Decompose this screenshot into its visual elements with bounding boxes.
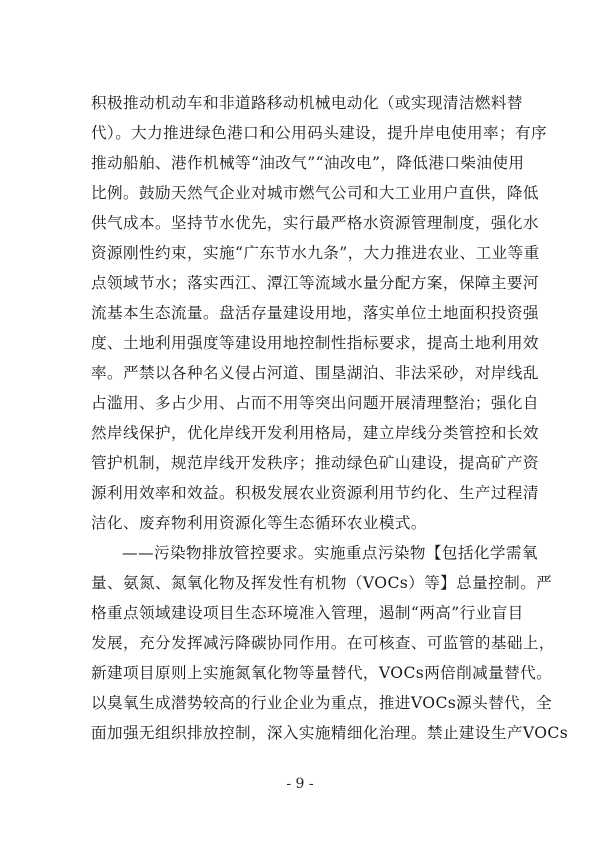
text-line: 源利用效率和效益。积极发展农业资源利用节约化、生产过程清 (91, 484, 539, 502)
text-line: 供气成本。坚持节水优先，实行最严格水资源管理制度，强化水 (91, 214, 539, 232)
text-line: 度、土地利用强度等建设用地控制性指标要求，提高土地利用效 (91, 334, 539, 352)
text-line: 积极推动机动车和非道路移动机械电动化（或实现清洁燃料替 (91, 94, 523, 112)
text-line: 新建项目原则上实施氮氧化物等量替代，VOCs两倍削减量替代。 (91, 664, 553, 682)
text-line: 然岸线保护，优化岸线开发利用格局，建立岸线分类管控和长效 (91, 424, 539, 442)
text-line: 推动船舶、港作机械等“油改气”“油改电”，降低港口柴油使用 (91, 154, 525, 172)
text-line: 资源刚性约束，实施“广东节水九条”，大力推进农业、工业等重 (91, 244, 540, 262)
text-line: 格重点领域建设项目生态环境准入管理，遏制“两高”行业盲目 (91, 604, 524, 622)
text-line: ——污染物排放管控要求。实施重点污染物【包括化学需氧 (122, 544, 538, 562)
text-line: 以臭氧生成潜势较高的行业企业为重点，推进VOCs源头替代，全 (91, 694, 553, 712)
text-line: 代）。大力推进绿色港口和公用码头建设，提升岸电使用率；有序 (91, 124, 548, 142)
text-line: 发展，充分发挥减污降碳协同作用。在可核查、可监管的基础上， (91, 634, 555, 652)
text-line: 流基本生态流量。盘活存量建设用地，落实单位土地面积投资强 (91, 304, 539, 322)
text-line: 点领域节水；落实西江、潭江等流域水量分配方案，保障主要河 (91, 274, 539, 292)
text-line: 管护机制，规范岸线开发秩序；推动绿色矿山建设，提高矿产资 (91, 454, 539, 472)
text-line: 量、氨氮、氮氧化物及挥发性有机物（VOCs）等】总量控制。严 (91, 574, 553, 592)
page-number: - 9 - (286, 776, 314, 792)
text-line: 比例。鼓励天然气企业对城市燃气公司和大工业用户直供，降低 (91, 184, 539, 202)
text-line: 面加强无组织排放控制，深入实施精细化治理。禁止建设生产VOCs (91, 724, 569, 742)
text-line: 占滥用、多占少用、占而不用等突出问题开展清理整治；强化自 (91, 394, 539, 412)
text-line: 洁化、废弃物利用资源化等生态循环农业模式。 (91, 514, 427, 532)
text-line: 率。严禁以各种名义侵占河道、围垦湖泊、非法采砂，对岸线乱 (91, 364, 539, 382)
